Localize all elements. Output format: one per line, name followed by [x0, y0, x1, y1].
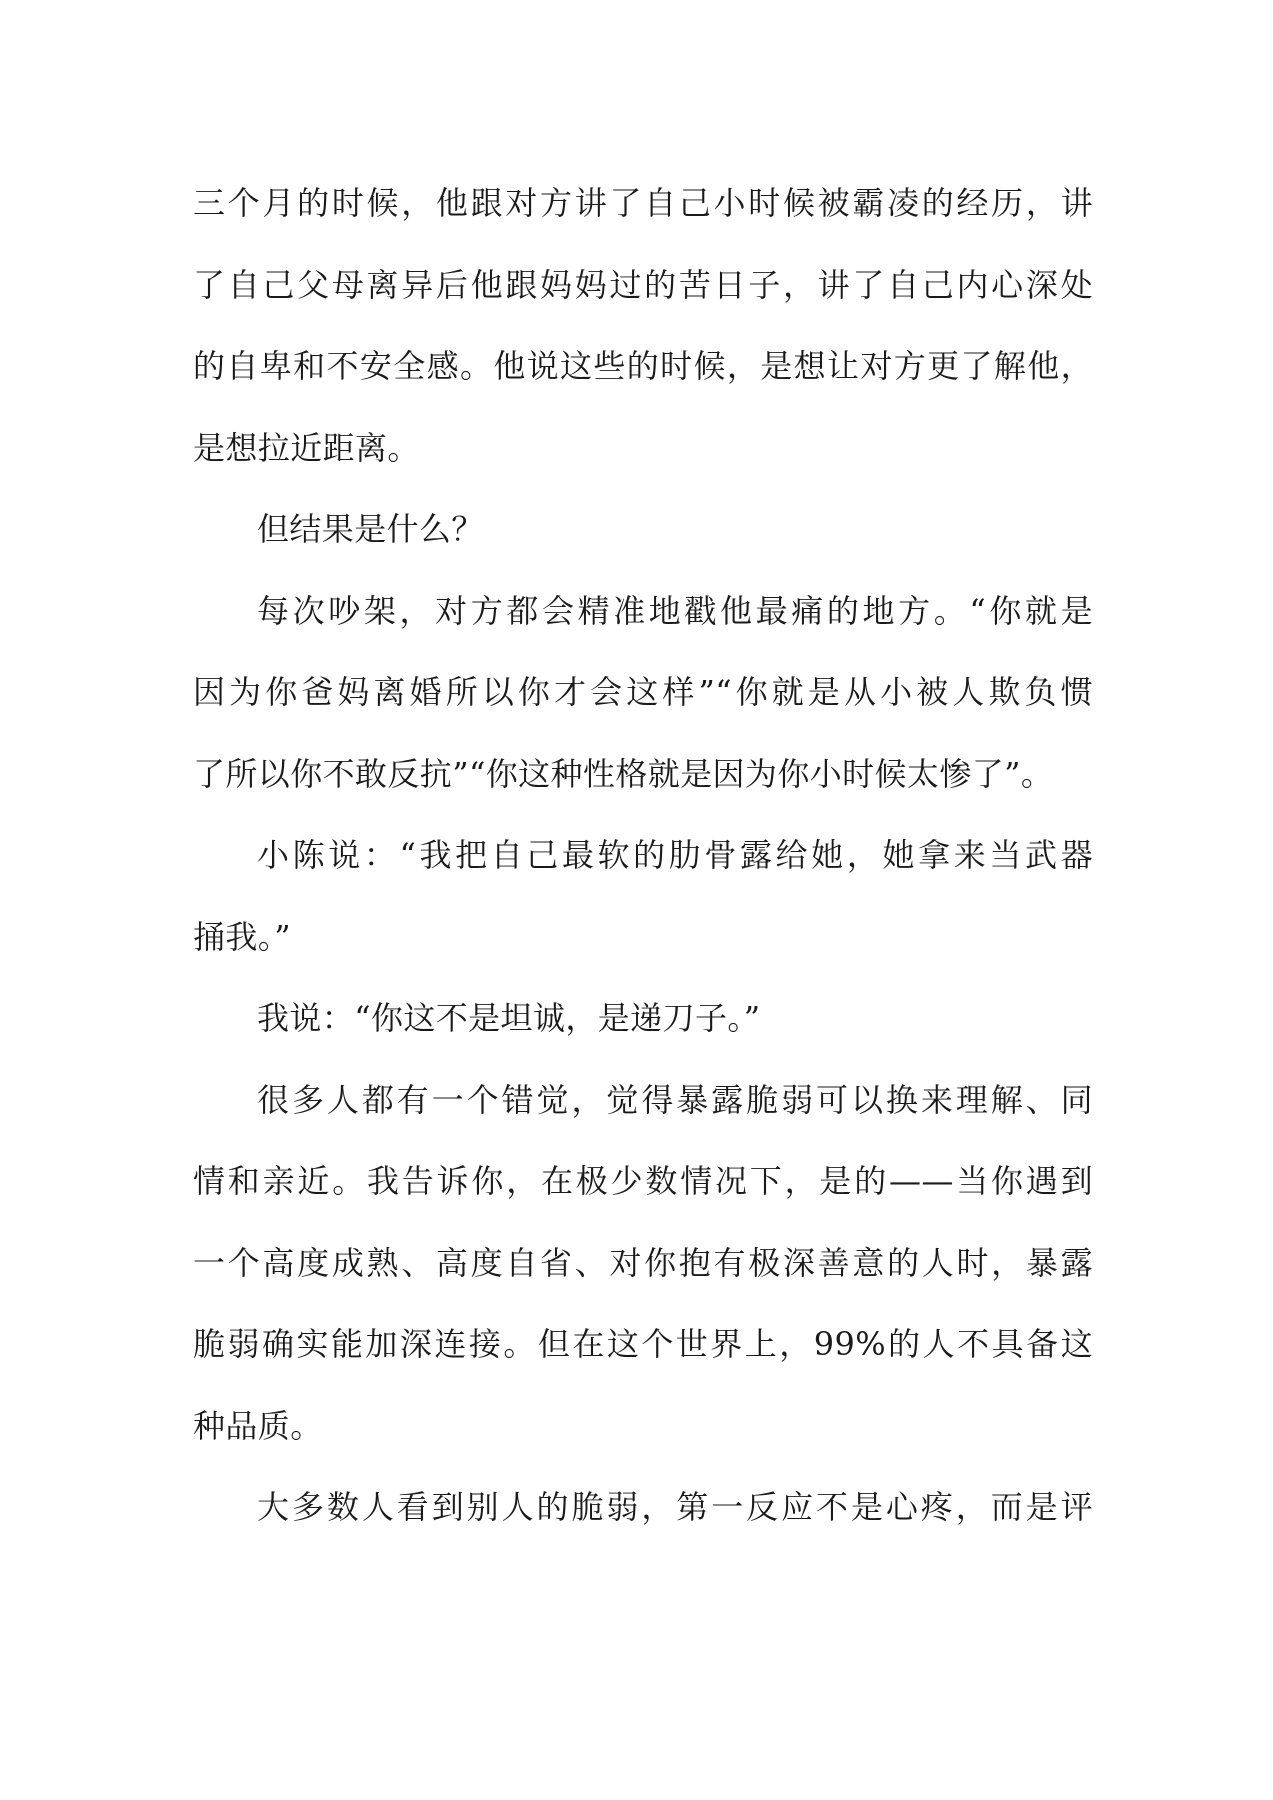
paragraph-3 [193, 571, 1093, 816]
paragraph-1 [193, 163, 1093, 489]
text-line: 每次吵架，对方都会精准地戳他最痛的地方。“你就是 [257, 591, 1093, 630]
paragraph-7 [193, 1467, 1093, 1549]
text-line: 是想拉近距离。 [193, 428, 420, 467]
text-line: 但结果是什么？ [257, 510, 484, 548]
text-line: 脆弱确实能加深连接。但在这个世界上，99%的人不具备这 [193, 1325, 1093, 1363]
text-line: 大多数人看到别人的脆弱，第一反应不是心疼，而是评 [257, 1488, 1093, 1526]
text-line: 小陈说：“我把自己最软的肋骨露给她，她拿来当武器 [257, 836, 1093, 874]
paragraph-6 [193, 1060, 1093, 1468]
paragraph-2 [193, 489, 1093, 571]
text-line: 情和亲近。我告诉你，在极少数情况下，是的——当你遇到 [193, 1162, 1093, 1200]
text-line: 了自己父母离异后他跟妈妈过的苦日子，讲了自己内心深处 [193, 265, 1093, 304]
document-body [193, 163, 1093, 1549]
text-line: 我说：“你这不是坦诚，是递刀子。” [257, 999, 761, 1037]
text-line: 三个月的时候，他跟对方讲了自己小时候被霸凌的经历，讲 [193, 184, 1093, 222]
text-line: 捅我。” [193, 917, 291, 956]
paragraph-5 [193, 978, 1093, 1060]
text-line: 一个高度成熟、高度自省、对你抱有极深善意的人时，暴露 [193, 1243, 1093, 1282]
text-line: 种品质。 [193, 1406, 323, 1445]
text-line: 的自卑和不安全感。他说这些的时候，是想让对方更了解他， [193, 347, 1093, 385]
text-line: 因为你爸妈离婚所以你才会这样”“你就是从小被人欺负惯 [193, 673, 1093, 711]
paragraph-4 [193, 815, 1093, 978]
text-line: 了所以你不敢反抗”“你这种性格就是因为你小时候太惨了”。 [193, 754, 1054, 793]
text-line: 很多人都有一个错觉，觉得暴露脆弱可以换来理解、同 [257, 1080, 1093, 1119]
